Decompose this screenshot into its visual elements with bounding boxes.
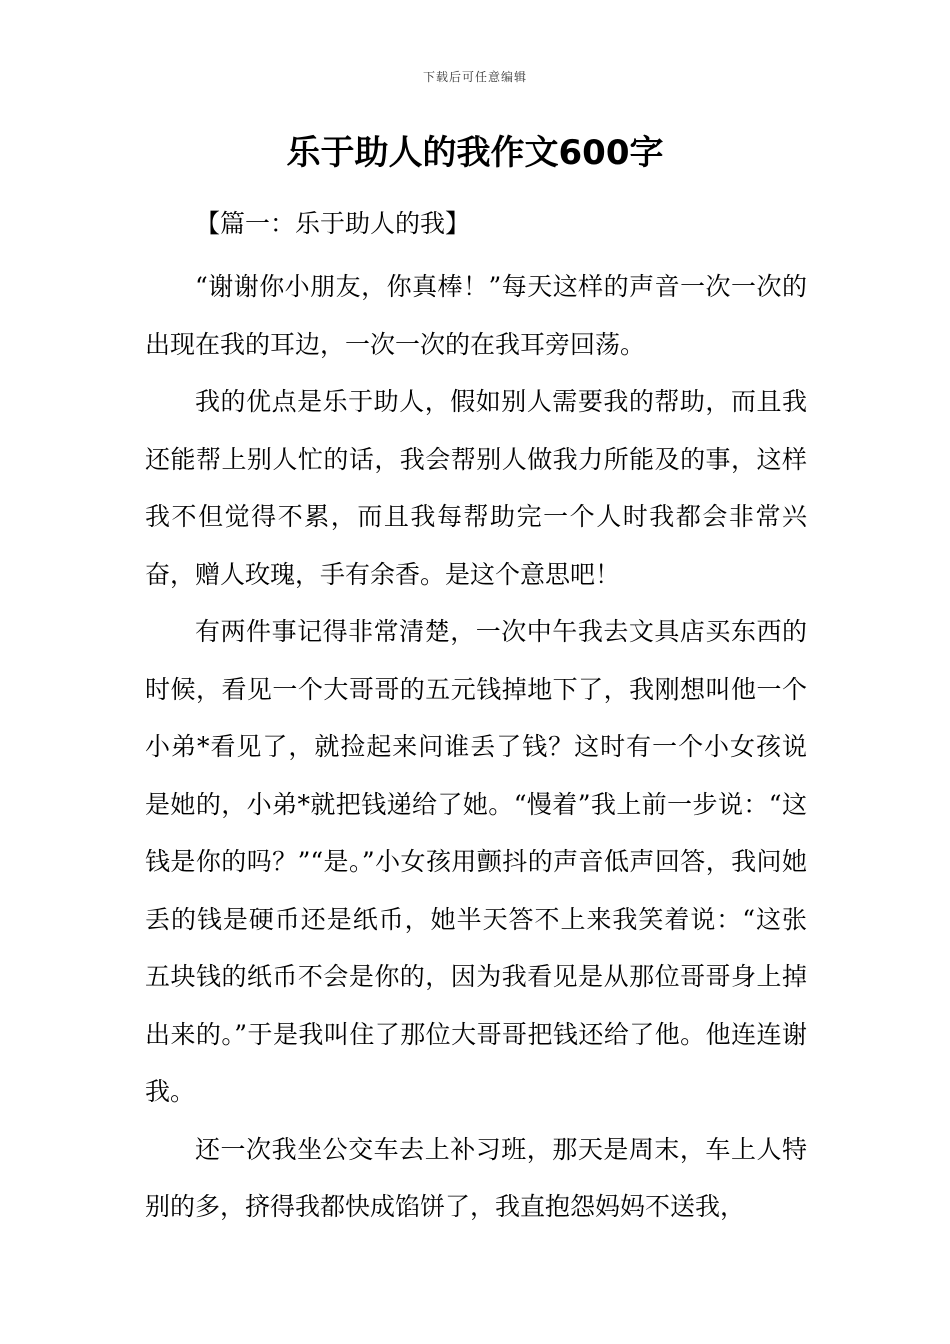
paragraph-4: 还一次我坐公交车去上补习班，那天是周末，车上人特别的多，挤得我都快成馅饼了，我直抱怨妈妈不送我，: [145, 1134, 807, 1221]
document-body: [145, 200, 807, 1236]
paragraph-2: 我的优点是乐于助人，假如别人需要我的帮助，而且我还能帮上别人忙的话，我会帮别人做我力所能及的事，这样我不但觉得不累，而且我每帮助完一个人时我都会非常兴奋，赠人玫瑰，手有余香。是这个意思吧！: [145, 387, 807, 589]
paragraph-3: 有两件事记得非常清楚，一次中午我去文具店买东西的时候，看见一个大哥哥的五元钱掉地下了，我刚想叫他一个小弟*看见了，就捡起来问谁丢了钱？这时有一个小女孩说是她的，小弟*就把钱递给了她。“慢着”我上前一步说：“这钱是你的吗？”“是。”小女孩用颤抖的声音低声回答，我问她丢的钱是硬币还是纸币，她半天答不上来我笑着说：“这张五块钱的纸币不会是你的，因为我看见是从那位哥哥身上掉出来的。”于是我叫住了那位大哥哥把钱还给了他。他连连谢我。: [145, 617, 807, 1106]
header-note: 下载后可任意编辑: [422, 70, 527, 84]
page-title: 乐于助人的我作文600字: [286, 133, 664, 173]
section-heading: 【篇一：乐于助人的我】: [195, 209, 471, 238]
paragraph-1: “谢谢你小朋友，你真棒！”每天这样的声音一次一次的出现在我的耳边，一次一次的在我耳旁回荡。: [145, 272, 807, 359]
